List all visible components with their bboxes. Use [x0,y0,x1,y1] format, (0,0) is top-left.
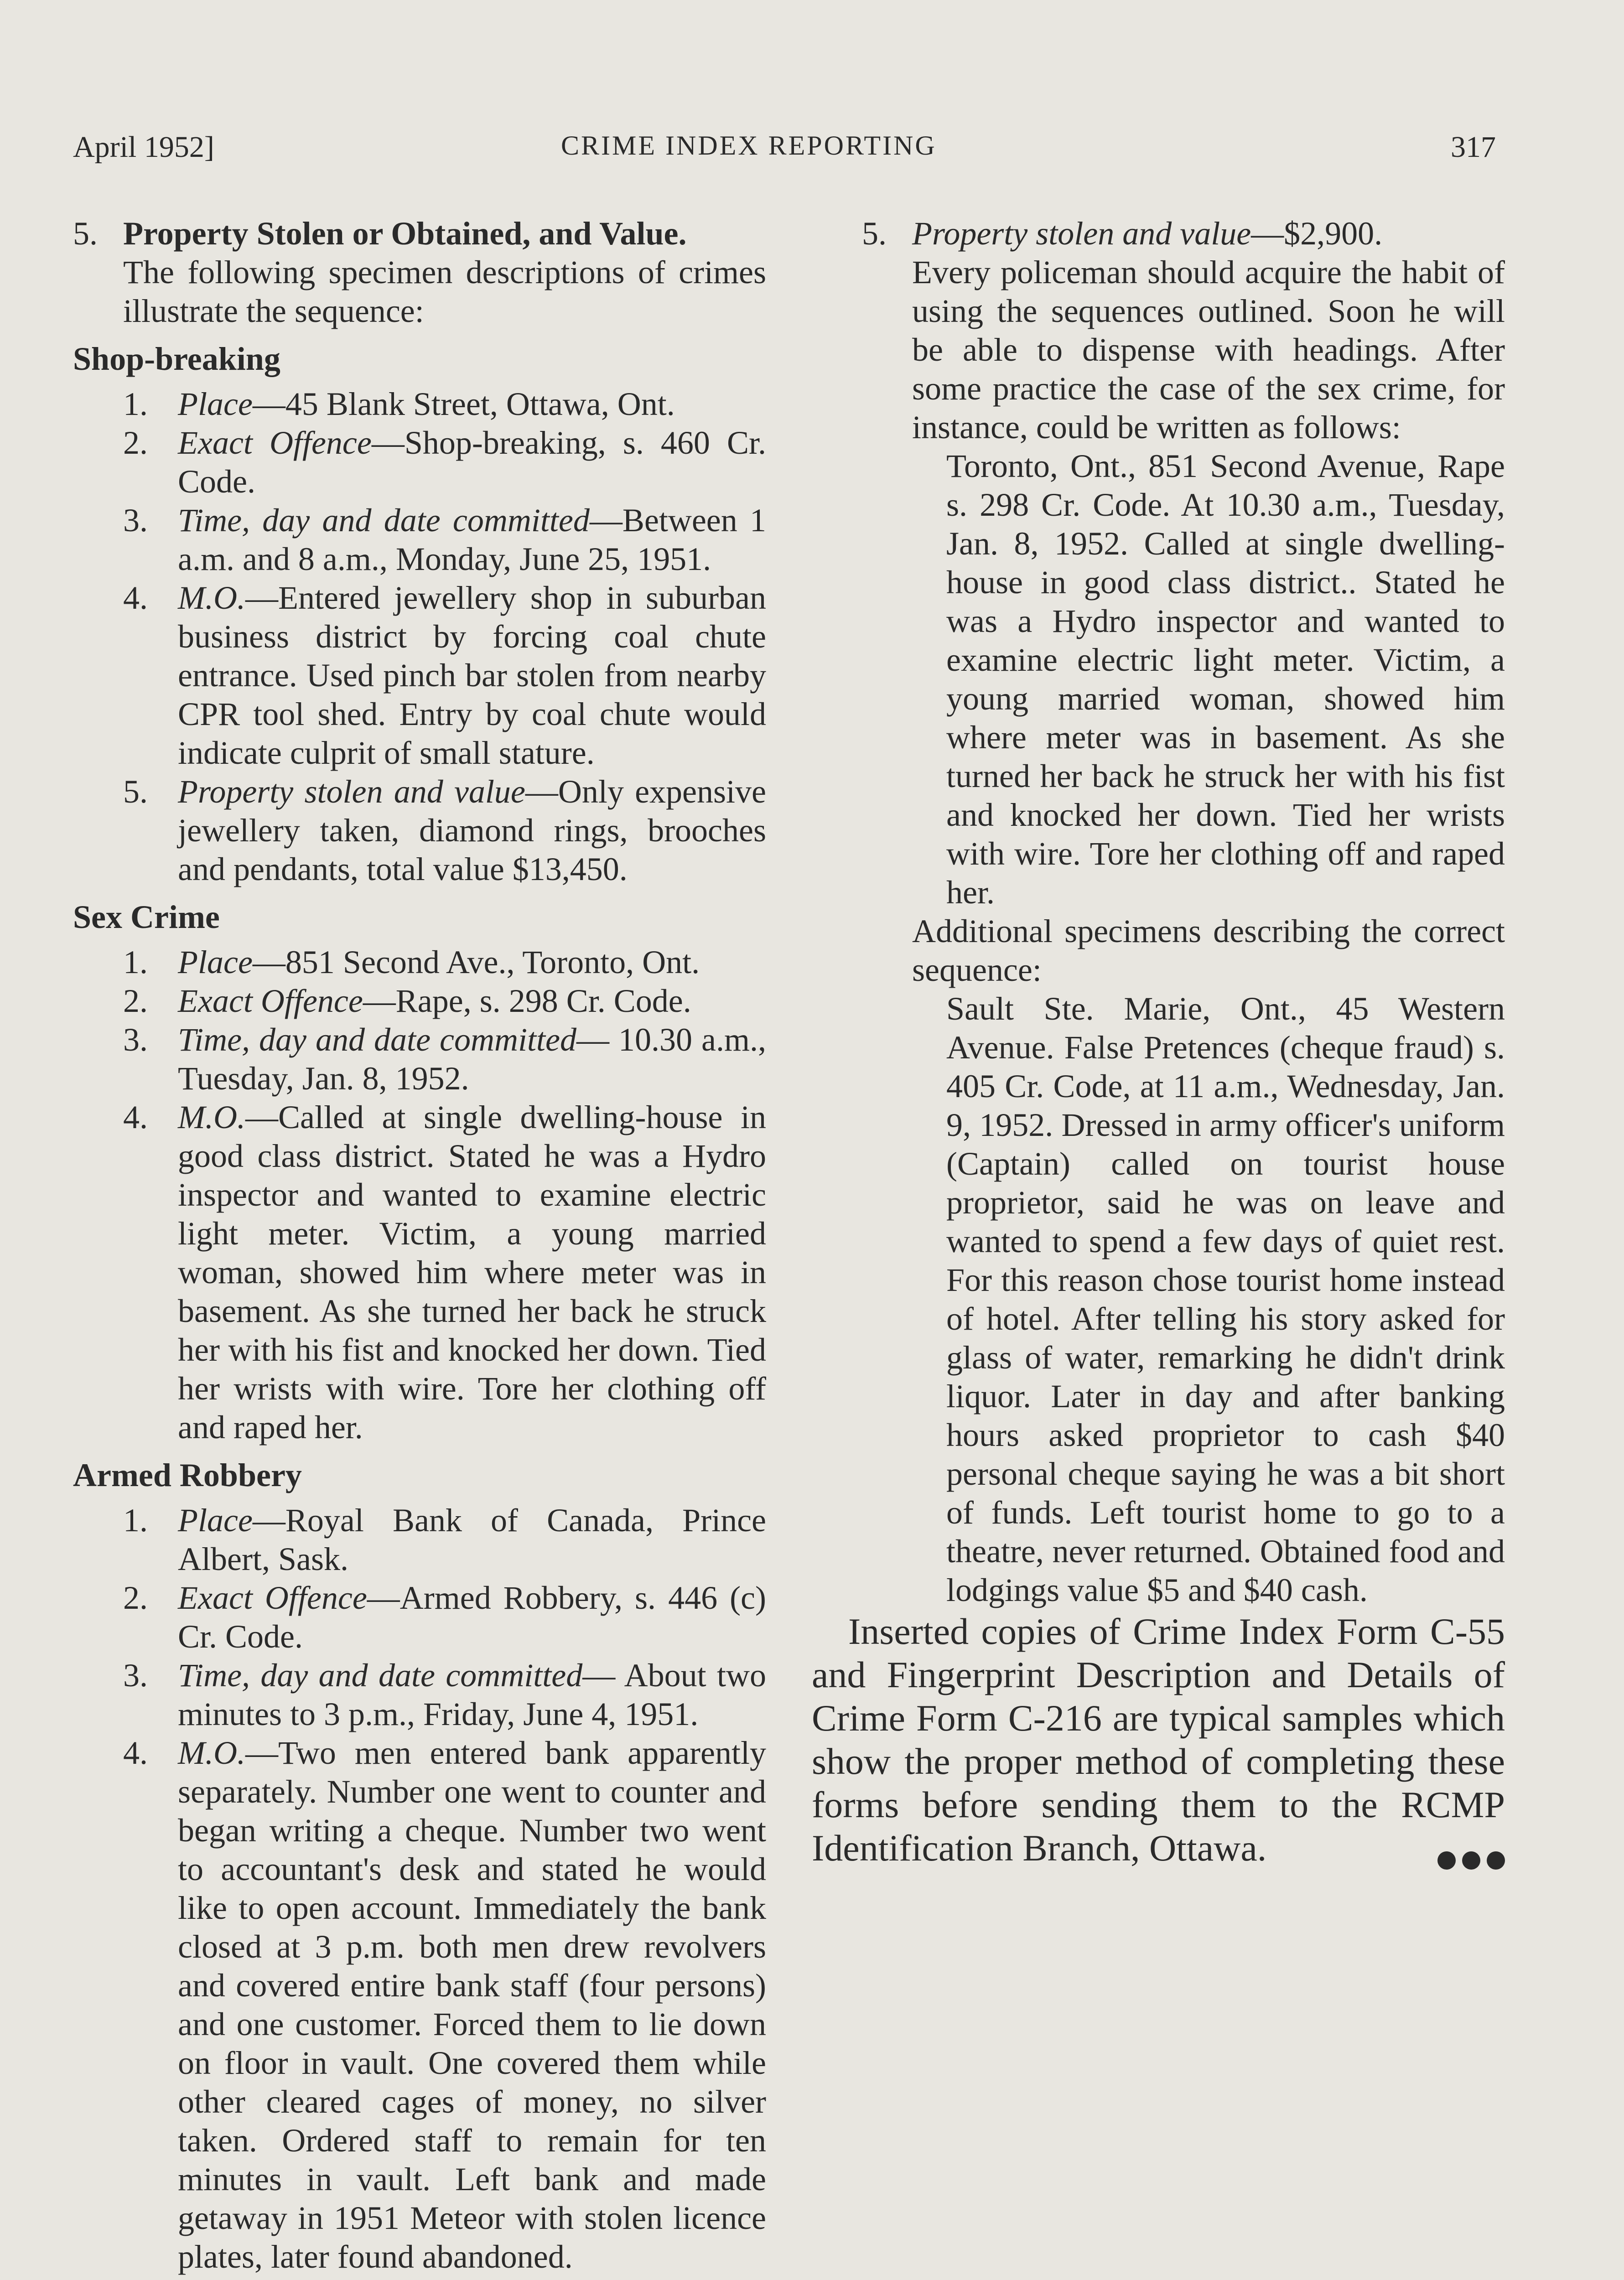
list-item [73,943,766,982]
list-item [73,1656,766,1734]
right-column [812,214,1505,1879]
sex-crime-list [73,943,766,1447]
section-number: 5. [73,215,98,252]
item-label: M.O. [178,1099,245,1135]
item-label: M.O. [178,580,245,616]
item-number: 4. [123,1099,148,1135]
left-column [73,214,766,2280]
item-text: —Only expensive jewellery taken, diamond rings, brooches and pendants, total value $13,450. [178,773,766,887]
item-number: 3. [123,502,148,539]
item-label: Property stolen and value [912,215,1251,252]
item-label: Place [178,944,253,980]
item-label: Property stolen and value [178,773,525,810]
item-number: 4. [123,1735,148,1771]
section-title: Property Stolen or Obtained, and Value. [123,215,687,252]
item-label: Time, day and date committed [178,502,590,539]
list-item [73,1098,766,1447]
item-number: 2. [123,1580,148,1616]
item-text: — About two minutes to 3 p.m., Friday, June 4, 1951. [178,1657,766,1732]
list-item [73,982,766,1021]
item-text: — 10.30 a.m., Tuesday, Jan. 8, 1952. [178,1021,766,1097]
list-item [73,772,766,889]
end-dot [1437,1851,1456,1870]
item-text: —Royal Bank of Canada, Prince Albert, Sask. [178,1502,766,1577]
sex-crime-example: Toronto, Ont., 851 Second Avenue, Rape s. 298 Cr. Code. At 10.30 a.m., Tuesday, Jan. 8, 1952. Called at single dwelling-house in good class district.. Stated he was a Hydro inspector and wanted to examine electric light meter. Victim, a young married woman, showed him where meter was in basement. As she turned her back he struck her with his fist and knocked her down. Tied her wrists with wire. Tore her clothing off and raped her. [946,448,1505,911]
armed-robbery-list [73,1501,766,2280]
item-label: M.O. [178,1735,245,1771]
item-label: Exact Offence [178,425,372,461]
item-text: —Shop-breaking, s. 460 Cr. Code. [178,425,766,500]
list-item [73,1734,766,2280]
item-label: Time, day and date committed [178,1021,576,1058]
list-item [73,385,766,424]
item-text: —Between 1 a.m. and 8 a.m., Monday, June 25, 1951. [178,502,766,577]
item-text: —$2,900. [1251,215,1383,252]
closing-paragraph [812,1610,1505,1870]
end-dot [1462,1851,1480,1870]
sex-crime-heading: Sex Crime [73,899,220,935]
shop-breaking-list [73,385,766,889]
item-number: 4. [123,580,148,616]
item-text: —Called at single dwelling-house in good class district. Stated he was a Hydro inspector and wanted to examine electric light meter. Victim, a young married woman, showed him where meter was in basement. As she turned her back he struck her with his fist and knocked her down. Tied her wrists with wire. Tore her clothing off and raped her. [178,1099,766,1446]
item-number: 2. [123,425,148,461]
shop-breaking-heading: Shop-breaking [73,341,280,377]
item-text: —851 Second Ave., Toronto, Ont. [252,944,700,980]
list-item [73,424,766,501]
item-label: Exact Offence [178,983,363,1019]
item-number: 3. [123,1657,148,1694]
list-item [73,501,766,579]
item-number: 1. [123,944,148,980]
running-head [73,130,1496,166]
additional-specimens-intro: Additional specimens describing the correct sequence: [912,913,1505,988]
list-item [73,1021,766,1098]
armed-robbery-list-continued [812,214,1505,253]
page-number: 317 [1451,130,1496,164]
item-label: Time, day and date committed [178,1657,583,1694]
closing-text: Inserted copies of Crime Index Form C-55 and Fingerprint Description and Details of Crime Form C-216 are typical samples which show the proper method of completing these forms before sending them to the RCMP Identification Branch, Ottawa. [812,1611,1505,1869]
list-item [73,1501,766,1579]
fraud-example: Sault Ste. Marie, Ont., 45 Western Avenue. False Pretences (cheque fraud) s. 405 Cr. Code, at 11 a.m., Wednesday, Jan. 9, 1952. Dressed in army officer's uniform (Captain) called on tourist house proprietor, said he was on leave and wanted to spend a few days of quiet rest. For this reason chose tourist home instead of hotel. After telling his story asked for glass of water, remarking he didn't drink liquor. Later in day and after banking hours asked proprietor to cash $40 personal cheque saying he was a bit short of funds. Left tourist home to go to a theatre, never returned. Obtained food and lodgings value $5 and $40 cash. [946,990,1505,1608]
item-label: Place [178,1502,253,1539]
end-dot [1487,1851,1505,1870]
item-label: Place [178,386,253,422]
issue-date: April 1952] [73,130,214,164]
advice-paragraph: Every policeman should acquire the habit of using the sequences outlined. Soon he will be able to dispense with headings. After some practice the case of the sex crime, for instance, could be written as follows: [912,254,1505,446]
item-number: 2. [123,983,148,1019]
end-mark [1395,1835,1505,1879]
intro-paragraph: The following specimen descriptions of crimes illustrate the sequence: [123,254,766,329]
item-number: 3. [123,1021,148,1058]
list-item [73,579,766,772]
running-title: CRIME INDEX REPORTING [561,130,937,161]
item-number: 5. [862,215,887,252]
section-5-heading [73,214,766,253]
item-text: —Entered jewellery shop in suburban business district by forcing coal chute entrance. Used pinch bar stolen from nearby CPR tool shed. Entry by coal chute would indicate culprit of small stature. [178,580,766,771]
item-text: —45 Blank Street, Ottawa, Ont. [252,386,675,422]
item-text: —Armed Robbery, s. 446 (c) Cr. Code. [178,1580,766,1655]
list-item [812,214,1505,253]
item-text: —Rape, s. 298 Cr. Code. [363,983,691,1019]
item-number: 5. [123,773,148,810]
list-item [73,1579,766,1656]
item-number: 1. [123,386,148,422]
armed-robbery-heading: Armed Robbery [73,1457,302,1493]
item-number: 1. [123,1502,148,1539]
item-label: Exact Offence [178,1580,367,1616]
item-text: —Two men entered bank apparently separately. Number one went to counter and began writing a cheque. Number two went to accountant's desk and stated he would like to open account. Immediately the bank closed at 3 p.m. both men drew revolvers and covered entire bank staff (four persons) and one customer. Forced them to lie down on floor in vault. One covered them while other cleared cages of money, no silver taken. Ordered staff to remain for ten minutes in vault. Left bank and made getaway in 1951 Meteor with stolen licence plates, later found abandoned. [178,1735,766,2275]
